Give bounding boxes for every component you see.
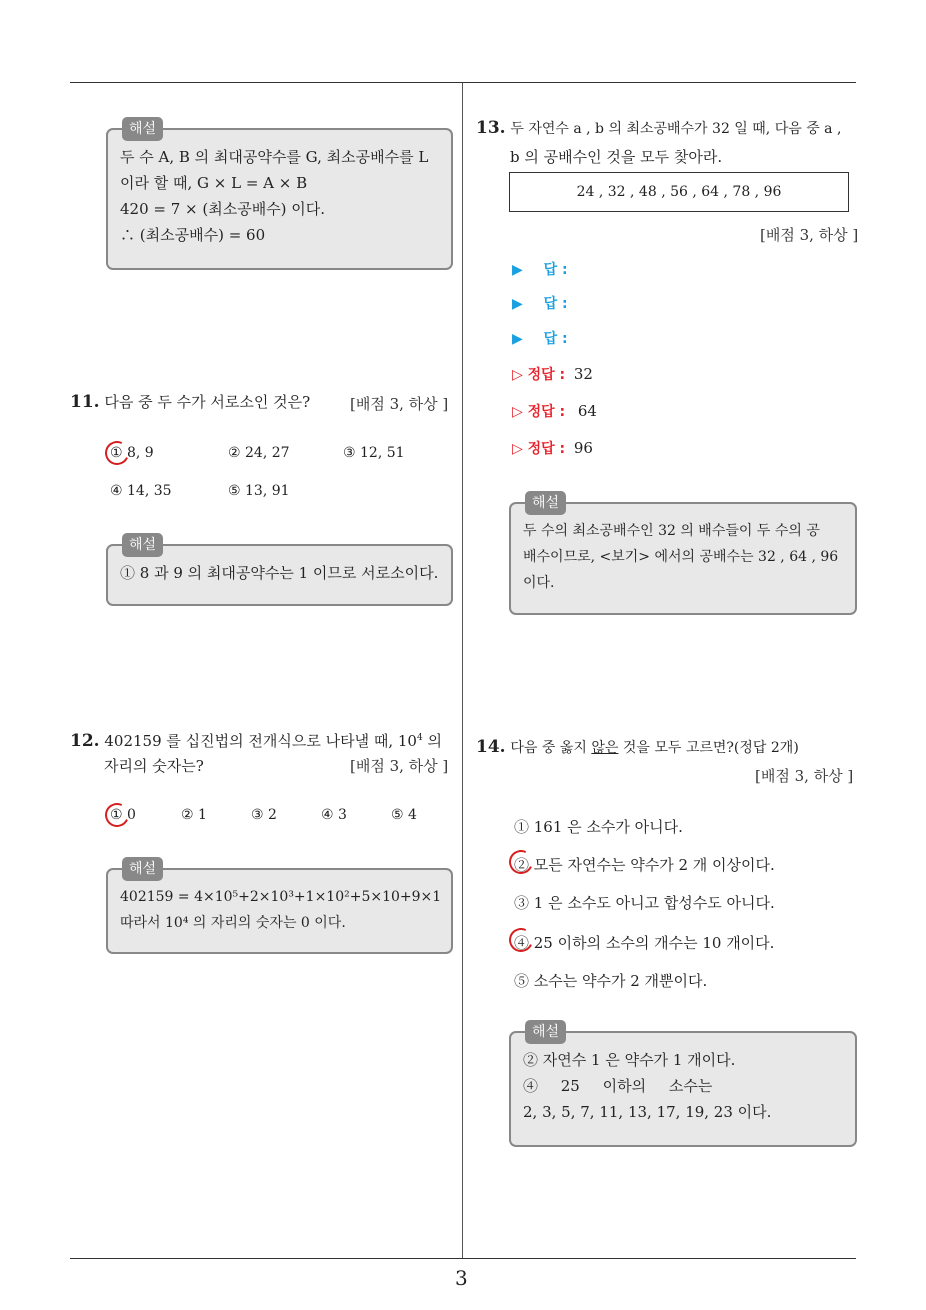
- solution-line: 이라 할 때, G × L = A × B: [120, 174, 308, 192]
- option-2[interactable]: ② 24, 27: [228, 445, 290, 461]
- solution-line: 배수이므로, <보기> 에서의 공배수는 32 , 64 , 96: [523, 549, 839, 565]
- solution-box-q12: [106, 861, 453, 954]
- solution-tag: 해설: [525, 1020, 566, 1044]
- correct-label: 정답 :: [527, 404, 566, 420]
- option-3[interactable]: ③ 1 은 소수도 아니고 합성수도 아니다.: [514, 894, 775, 912]
- option-3[interactable]: ③ 2: [251, 807, 277, 823]
- solution-line: 두 수의 최소공배수인 32 의 배수들이 두 수의 공: [523, 523, 820, 539]
- question-text: 두 자연수 a , b 의 최소공배수가 32 일 때, 다음 중 a ,: [510, 121, 842, 137]
- option-3[interactable]: ③ 12, 51: [343, 445, 405, 461]
- correct-answer-row: [512, 438, 593, 458]
- solution-line: ∴ (최소공배수) = 60: [120, 226, 266, 244]
- correct-label: 정답 :: [527, 441, 566, 457]
- outline-triangle-icon: ▷: [512, 441, 523, 457]
- option-1[interactable]: ① 161 은 소수가 아니다.: [514, 818, 683, 836]
- solution-line: ① 8 과 9 의 최대공약수는 1 이므로 서로소이다.: [120, 564, 439, 582]
- choice-box: 24 , 32 , 48 , 56 , 64 , 78 , 96: [509, 172, 849, 212]
- option-2[interactable]: ② 모든 자연수는 약수가 2 개 이상이다.: [514, 856, 775, 874]
- question-text-line2: 자리의 숫자는?: [104, 757, 204, 775]
- correct-answer-row: [512, 364, 593, 384]
- question-text: 다음 중 두 수가 서로소인 것은?: [104, 393, 311, 411]
- solution-line: ② 자연수 1 은 약수가 1 개이다.: [523, 1051, 736, 1069]
- correct-label: 정답 :: [527, 367, 566, 383]
- solution-line: 402159 = 4×10⁵+2×10³+1×10²+5×10+9×1: [120, 889, 442, 905]
- solution-box-q14: [509, 1024, 857, 1147]
- solution-line: ④ 25 이하의 소수는: [523, 1077, 713, 1095]
- option-1[interactable]: ① 8, 9: [110, 445, 154, 461]
- underlined-word: 않은: [591, 740, 619, 756]
- solution-box-q10: [106, 121, 453, 270]
- solution-tag: 해설: [122, 857, 163, 881]
- correct-answer-row: [512, 401, 597, 421]
- correct-value: 64: [577, 402, 597, 420]
- question-number: 11.: [70, 392, 100, 412]
- top-rule: [70, 82, 856, 83]
- points-label: [배점 3, 하상 ]: [350, 757, 449, 775]
- solution-box-q13: [509, 495, 857, 615]
- option-4[interactable]: ④ 3: [321, 807, 347, 823]
- option-1[interactable]: ① 0: [110, 807, 136, 823]
- page-number: 3: [455, 1266, 468, 1290]
- answer-label: 답 :: [543, 331, 568, 347]
- option-4[interactable]: ④ 25 이하의 소수의 개수는 10 개이다.: [514, 934, 775, 952]
- solution-tag: 해설: [525, 491, 566, 515]
- solution-line: 2, 3, 5, 7, 11, 13, 17, 19, 23 이다.: [523, 1103, 772, 1121]
- points-label: [배점 3, 하상 ]: [755, 767, 854, 785]
- question-text: 402159 를 십진법의 전개식으로 나타낼 때, 10: [104, 732, 417, 750]
- outline-triangle-icon: ▷: [512, 367, 523, 383]
- question-text-end: 의: [422, 732, 442, 750]
- solution-line: 이다.: [523, 575, 555, 591]
- question-12: [70, 724, 450, 755]
- solution-tag: 해설: [122, 533, 163, 557]
- answer-label: 답 :: [543, 262, 568, 278]
- correct-value: 96: [573, 439, 593, 457]
- question-text: 다음 중 옳지: [510, 740, 592, 756]
- solution-box-q11: [106, 537, 453, 606]
- column-divider: [462, 83, 463, 1258]
- solution-line: 따라서 10⁴ 의 자리의 숫자는 0 이다.: [120, 915, 346, 931]
- solution-line: 420 = 7 × (최소공배수) 이다.: [120, 200, 326, 218]
- question-14: [476, 733, 866, 762]
- question-text-line2: b 의 공배수인 것을 모두 찾아라.: [510, 148, 723, 166]
- option-5[interactable]: ⑤ 4: [391, 807, 417, 823]
- option-2[interactable]: ② 1: [181, 807, 207, 823]
- exponent: 4: [416, 733, 423, 743]
- correct-value: 32: [573, 365, 593, 383]
- option-5[interactable]: ⑤ 13, 91: [228, 483, 290, 499]
- play-icon: ▶: [512, 296, 523, 312]
- option-5[interactable]: ⑤ 소수는 약수가 2 개뿐이다.: [514, 972, 708, 990]
- play-icon: ▶: [512, 331, 523, 347]
- question-number: 14.: [476, 737, 506, 757]
- answer-row[interactable]: [512, 293, 568, 313]
- outline-triangle-icon: ▷: [512, 404, 523, 420]
- answer-row[interactable]: [512, 259, 568, 279]
- answer-row[interactable]: [512, 328, 568, 348]
- answer-label: 답 :: [543, 296, 568, 312]
- solution-tag: 해설: [122, 117, 163, 141]
- question-number: 12.: [70, 731, 100, 751]
- solution-line: 두 수 A, B 의 최대공약수를 G, 최소공배수를 L: [120, 148, 429, 166]
- question-number: 13.: [476, 118, 506, 138]
- option-4[interactable]: ④ 14, 35: [110, 483, 172, 499]
- bottom-rule: [70, 1258, 856, 1259]
- question-text-end: 것을 모두 고르면?(정답 2개): [618, 740, 799, 756]
- points-label: [배점 3, 하상 ]: [350, 395, 449, 413]
- play-icon: ▶: [512, 262, 523, 278]
- question-13: [476, 114, 866, 143]
- points-label: [배점 3, 하상 ]: [760, 226, 859, 244]
